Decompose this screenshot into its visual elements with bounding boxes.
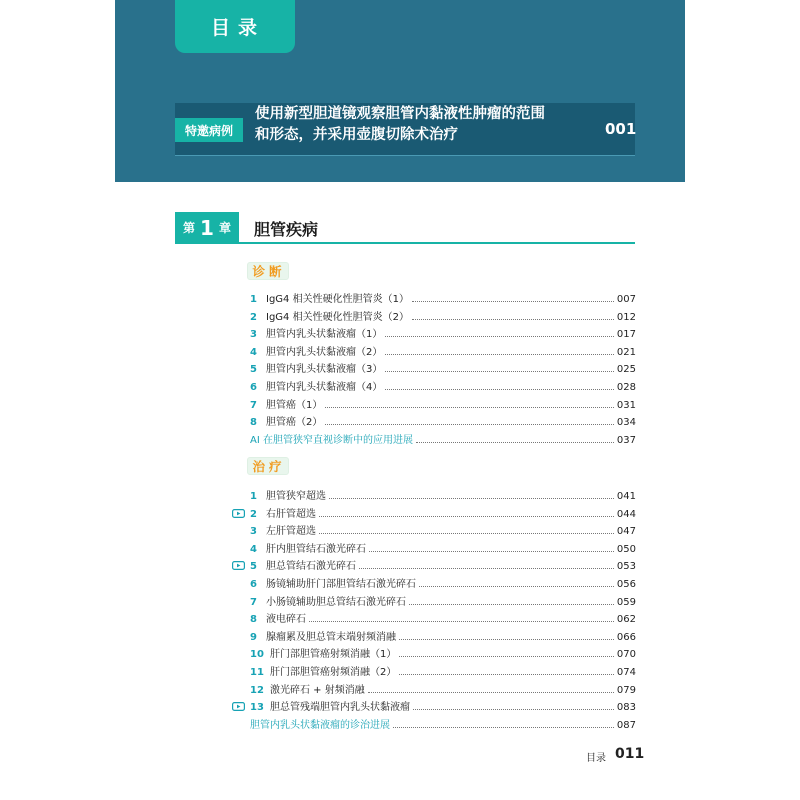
footer-label: 目录 <box>586 753 606 764</box>
toc-entry[interactable] <box>250 503 636 520</box>
toc-leader-dots <box>409 604 614 605</box>
toc-entry-title: 胆管癌（2） <box>266 417 323 429</box>
toc-entry-page: 056 <box>616 579 636 590</box>
toc-entry[interactable] <box>250 288 636 305</box>
toc-entry[interactable] <box>250 306 636 323</box>
toc-leader-dots <box>399 639 614 640</box>
toc-entry-page: 079 <box>616 684 636 696</box>
special-case-divider <box>175 155 635 156</box>
toc-entry-title: 肝内胆管结石激光碎石 <box>266 543 366 555</box>
video-icon[interactable] <box>232 702 245 711</box>
toc-entry[interactable] <box>250 591 636 608</box>
toc-leader-dots <box>319 533 614 534</box>
toc-entry-page: 007 <box>616 294 636 305</box>
toc-entry-title: 肝门部胆管癌射频消融（1） <box>270 649 397 661</box>
toc-entry-title: 左肝管超选 <box>266 526 316 538</box>
toc-entry[interactable] <box>250 643 636 660</box>
toc-entry-number: 8 <box>250 614 257 626</box>
toc-entry-title: 腺瘤累及胆总管末端射频消融 <box>266 631 396 643</box>
toc-entry[interactable] <box>250 411 636 428</box>
toc-entry-title: AI 在胆管狭窄直视诊断中的应用进展 <box>250 434 413 446</box>
toc-entry-page: 066 <box>616 631 636 643</box>
toc-entry[interactable] <box>250 696 636 713</box>
chapter-prefix: 第 <box>183 221 196 235</box>
toc-leader-dots <box>412 319 614 320</box>
toc-entry-page: 025 <box>616 364 636 376</box>
toc-leader-dots <box>393 727 614 728</box>
toc-entry-title: IgG4 相关性硬化性胆管炎（1） <box>266 294 409 305</box>
toc-leader-dots <box>419 586 614 587</box>
toc-entry-title: 肠镜辅助肝门部胆管结石激光碎石 <box>266 579 416 590</box>
special-case-title-line1: 使用新型胆道镜观察胆管内黏液性肿瘤的范围 <box>255 106 545 122</box>
toc-entry-title: 激光碎石 + 射频消融 <box>270 684 365 696</box>
toc-entry-number: 6 <box>250 579 257 590</box>
toc-entry-title: 胆管癌（1） <box>266 399 323 411</box>
toc-entry-page: 074 <box>616 667 636 678</box>
toc-title: 目录 <box>175 0 295 53</box>
toc-entry-page: 044 <box>616 508 636 520</box>
footer-page-number: 011 <box>615 746 645 762</box>
toc-entry-page: 087 <box>616 719 636 731</box>
toc-entry[interactable] <box>250 679 636 696</box>
toc-entry-number: 4 <box>250 346 257 358</box>
toc-entry[interactable] <box>250 323 636 340</box>
toc-leader-dots <box>399 656 614 657</box>
toc-entry-title: 胆管内乳头状黏液瘤（3） <box>266 364 383 376</box>
toc-leader-dots <box>368 692 614 693</box>
video-icon[interactable] <box>232 509 245 518</box>
toc-entry-page: 021 <box>616 346 636 358</box>
toc-entry-title: 小肠镜辅助胆总管结石激光碎石 <box>266 596 406 608</box>
toc-entry-title: 胆总管结石激光碎石 <box>266 561 356 573</box>
toc-entry-number: 7 <box>250 596 257 608</box>
toc-entry[interactable] <box>250 376 636 393</box>
special-case-badge: 特邀病例 <box>175 118 243 142</box>
toc-entry-number: 4 <box>250 543 257 555</box>
toc-leader-dots <box>385 389 614 390</box>
toc-entry-number: 7 <box>250 399 257 411</box>
toc-leader-dots <box>325 424 614 425</box>
toc-entry-title: 胆管内乳头状黏液瘤的诊治进展 <box>250 719 390 731</box>
toc-entry-title: 液电碎石 <box>266 614 306 626</box>
toc-entry-number: 9 <box>250 631 257 643</box>
toc-entry[interactable] <box>250 538 636 555</box>
toc-entry[interactable] <box>250 626 636 643</box>
chapter-rule <box>175 242 635 244</box>
toc-entry-page: 034 <box>616 417 636 429</box>
toc-entry-number: 11 <box>250 667 264 678</box>
toc-entry-page: 070 <box>616 649 636 661</box>
toc-entry[interactable] <box>250 608 636 625</box>
toc-entry-page: 059 <box>616 596 636 608</box>
toc-entry[interactable] <box>250 661 636 678</box>
toc-entry-number: 8 <box>250 417 257 429</box>
toc-entry-page: 031 <box>616 399 636 411</box>
toc-entry-page: 083 <box>616 702 636 714</box>
special-case-page: 001 <box>605 120 637 138</box>
toc-entry-number: 5 <box>250 561 257 573</box>
toc-entry-number: 1 <box>250 294 257 305</box>
toc-leader-dots <box>329 498 614 499</box>
toc-entry-number: 13 <box>250 702 264 714</box>
toc-entry-title: 肝门部胆管癌射频消融（2） <box>270 667 397 678</box>
special-case-title[interactable] <box>255 104 595 146</box>
toc-leader-dots <box>385 354 614 355</box>
toc-entry-number: 3 <box>250 329 257 341</box>
toc-leader-dots <box>359 568 614 569</box>
toc-leader-dots <box>309 621 614 622</box>
toc-entry-title: IgG4 相关性硬化性胆管炎（2） <box>266 311 409 323</box>
toc-entry[interactable] <box>250 341 636 358</box>
toc-entry-number: 2 <box>250 311 257 323</box>
toc-leader-dots <box>412 301 614 302</box>
toc-entry[interactable] <box>250 394 636 411</box>
toc-leader-dots <box>399 674 614 675</box>
toc-entry-number: 3 <box>250 526 257 538</box>
toc-entry-page: 062 <box>616 614 636 626</box>
toc-entry-title: 胆总管残端胆管内乳头状黏液瘤 <box>270 702 410 714</box>
toc-leader-dots <box>385 371 614 372</box>
toc-entry-page: 050 <box>616 543 636 555</box>
special-case-title-line2: 和形态，并采用壶腹切除术治疗 <box>255 127 458 143</box>
chapter-suffix: 章 <box>218 221 231 235</box>
toc-leader-dots <box>325 407 614 408</box>
toc-entry-title: 右肝管超选 <box>266 508 316 520</box>
toc-entry-title: 胆管内乳头状黏液瘤（2） <box>266 346 383 358</box>
toc-entry-page: 037 <box>616 434 636 446</box>
toc-entry-number: 1 <box>250 491 257 502</box>
toc-entry-title: 胆管内乳头状黏液瘤（4） <box>266 382 383 393</box>
toc-entry-number: 6 <box>250 382 257 393</box>
toc-entry-number: 5 <box>250 364 257 376</box>
toc-leader-dots <box>385 336 614 337</box>
toc-entry[interactable] <box>250 520 636 537</box>
toc-entry-page: 028 <box>616 382 636 393</box>
toc-entry-title: 胆管内乳头状黏液瘤（1） <box>266 329 383 341</box>
toc-entry-number: 2 <box>250 508 257 520</box>
section-label: 治疗 <box>247 457 289 475</box>
toc-entry-number: 10 <box>250 649 264 661</box>
toc-entry[interactable] <box>250 573 636 590</box>
toc-entry[interactable] <box>250 485 636 502</box>
toc-entry-page: 053 <box>616 561 636 573</box>
toc-entry-number: 12 <box>250 684 264 696</box>
chapter-number: 1 <box>200 215 214 240</box>
toc-entry-page: 012 <box>616 311 636 323</box>
section-label: 诊断 <box>247 262 289 280</box>
toc-feature-entry[interactable] <box>250 714 636 731</box>
toc-leader-dots <box>413 709 614 710</box>
toc-leader-dots <box>369 551 614 552</box>
toc-leader-dots <box>319 516 614 517</box>
toc-leader-dots <box>416 442 614 443</box>
chapter-title: 胆管疾病 <box>254 220 319 239</box>
toc-feature-entry[interactable] <box>250 429 636 446</box>
toc-entry[interactable] <box>250 555 636 572</box>
toc-entry[interactable] <box>250 358 636 375</box>
video-icon[interactable] <box>232 561 245 570</box>
toc-entry-title: 胆管狭窄超选 <box>266 491 326 502</box>
toc-entry-page: 017 <box>616 329 636 341</box>
toc-entry-page: 041 <box>616 491 636 502</box>
chapter-number-badge <box>175 212 239 243</box>
toc-entry-page: 047 <box>616 526 636 538</box>
